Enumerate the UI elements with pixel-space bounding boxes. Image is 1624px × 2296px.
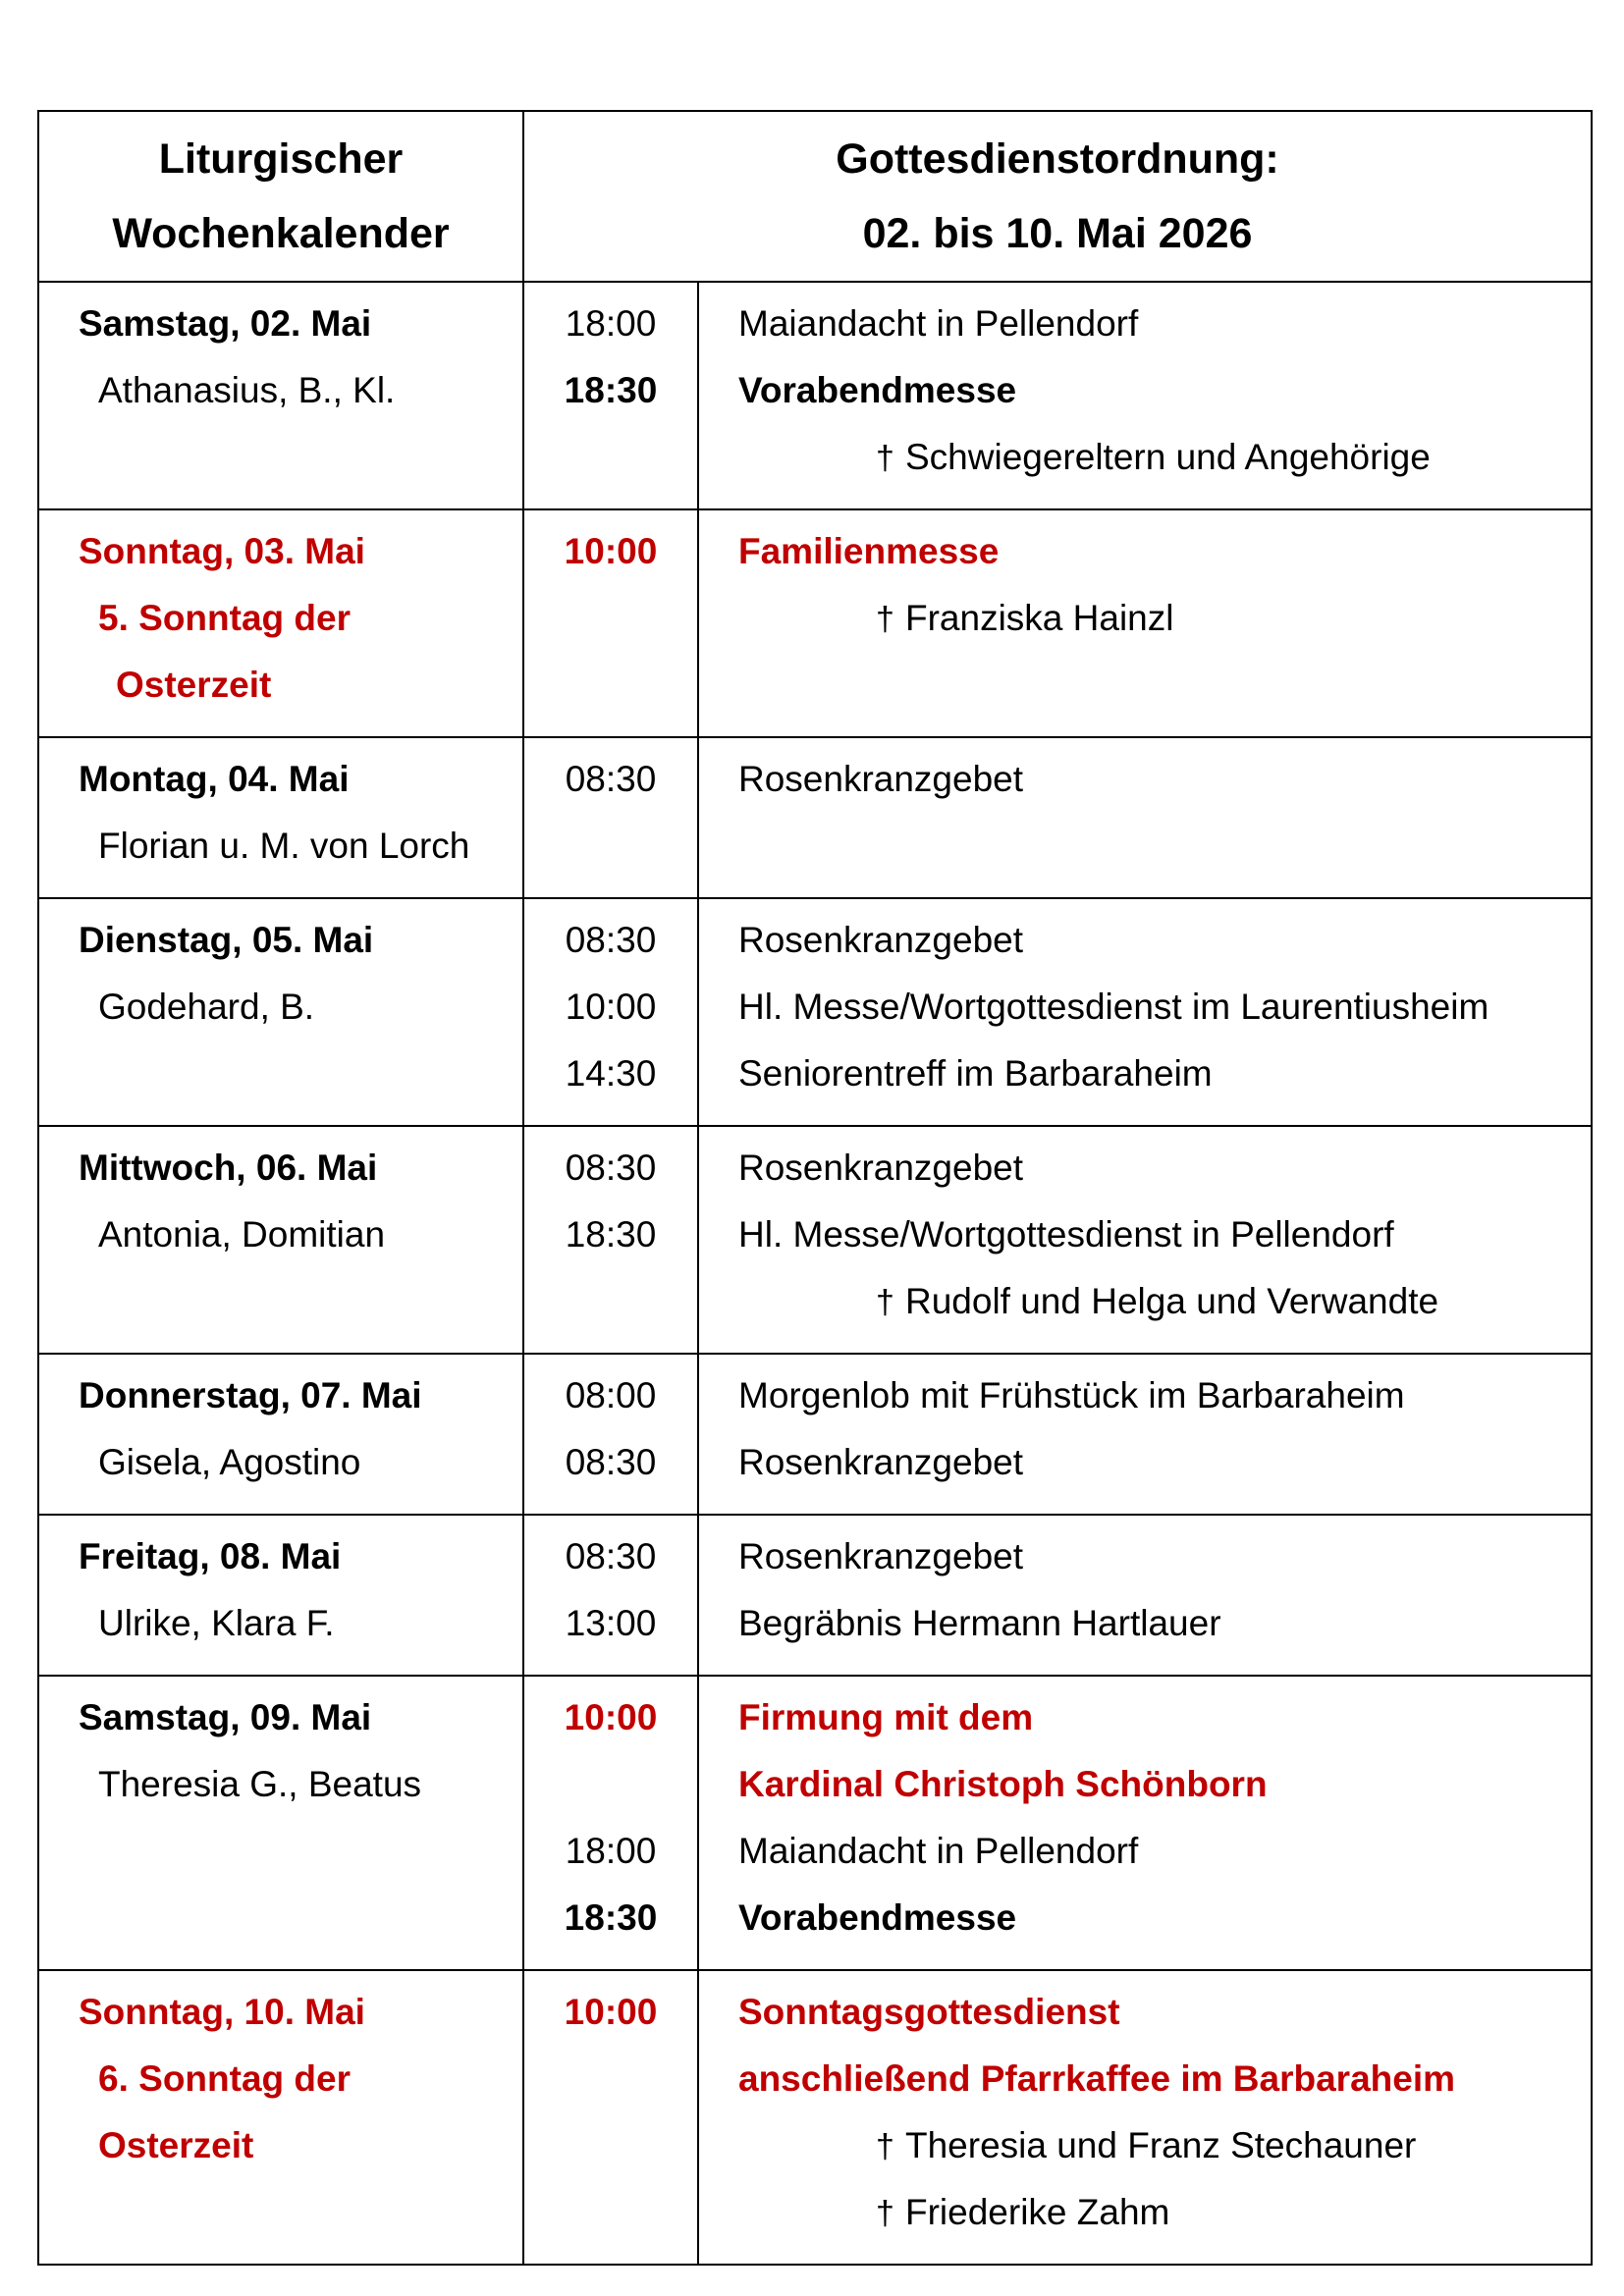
day-name: Mittwoch, 06. Mai bbox=[79, 1148, 378, 1188]
event-time: 18:00 bbox=[565, 303, 657, 344]
event-title: Vorabendmesse bbox=[738, 1897, 1017, 1938]
day-name: Samstag, 09. Mai bbox=[79, 1697, 372, 1737]
event-time: 08:30 bbox=[565, 1148, 657, 1188]
event-cell bbox=[698, 1126, 1592, 1354]
time-cell bbox=[523, 898, 698, 1126]
event-title: Rosenkranzgebet bbox=[738, 1148, 1024, 1188]
event-title: Maiandacht in Pellendorf bbox=[738, 1831, 1139, 1871]
saint-name: Theresia G., Beatus bbox=[98, 1764, 422, 1804]
mass-intention bbox=[738, 1268, 1591, 1335]
day-row bbox=[38, 1354, 1592, 1515]
time-cell bbox=[523, 509, 698, 737]
header-row bbox=[38, 111, 1592, 282]
event-time: 08:30 bbox=[565, 920, 657, 960]
day-name: Dienstag, 05. Mai bbox=[79, 920, 374, 960]
event-time bbox=[524, 1268, 697, 1335]
time-cell bbox=[523, 737, 698, 898]
event-time bbox=[524, 2046, 697, 2112]
event-time: 18:00 bbox=[565, 1831, 657, 1871]
event-time: 08:00 bbox=[565, 1375, 657, 1415]
event-title: Maiandacht in Pellendorf bbox=[738, 303, 1139, 344]
day-row bbox=[38, 1515, 1592, 1676]
event-time: 08:30 bbox=[565, 1536, 657, 1576]
cross-icon: † bbox=[876, 1284, 894, 1321]
event-title: Rosenkranzgebet bbox=[738, 920, 1024, 960]
day-row bbox=[38, 509, 1592, 737]
event-title: Rosenkranzgebet bbox=[738, 1536, 1024, 1576]
event-title: Hl. Messe/Wortgottesdienst im Laurentiusheim bbox=[738, 987, 1489, 1027]
day-name: Samstag, 02. Mai bbox=[79, 303, 372, 344]
feast-name: 5. Sonntag der bbox=[98, 598, 351, 638]
saint-name: Gisela, Agostino bbox=[98, 1442, 361, 1482]
event-time bbox=[524, 424, 697, 491]
event-time bbox=[524, 1751, 697, 1818]
day-name: Montag, 04. Mai bbox=[79, 759, 350, 799]
event-title: Sonntagsgottesdienst bbox=[738, 1992, 1120, 2032]
day-name: Sonntag, 10. Mai bbox=[79, 1992, 365, 2032]
schedule-rows bbox=[38, 282, 1592, 2265]
day-cell bbox=[38, 737, 523, 898]
event-time: 18:30 bbox=[565, 1214, 657, 1255]
event-time: 10:00 bbox=[564, 1697, 658, 1737]
header-date-range: 02. bis 10. Mai 2026 bbox=[862, 210, 1253, 257]
saint-name: Athanasius, B., Kl. bbox=[98, 370, 396, 410]
saint-name: Godehard, B. bbox=[98, 987, 315, 1027]
feast-name: 6. Sonntag der bbox=[98, 2058, 351, 2099]
feast-name: Osterzeit bbox=[116, 665, 272, 705]
cross-icon: † bbox=[876, 440, 894, 477]
intention-name: Theresia und Franz Stechauner bbox=[905, 2125, 1417, 2165]
event-title: anschließend Pfarrkaffee im Barbaraheim bbox=[738, 2058, 1456, 2099]
day-cell bbox=[38, 1970, 523, 2265]
event-time: 10:00 bbox=[564, 531, 658, 571]
event-time bbox=[524, 585, 697, 652]
event-title: Morgenlob mit Frühstück im Barbaraheim bbox=[738, 1375, 1405, 1415]
day-row bbox=[38, 1970, 1592, 2265]
event-time: 18:30 bbox=[564, 1897, 658, 1938]
event-title: Hl. Messe/Wortgottesdienst in Pellendorf bbox=[738, 1214, 1394, 1255]
day-row bbox=[38, 1676, 1592, 1970]
event-cell bbox=[698, 737, 1592, 898]
event-time: 08:30 bbox=[565, 759, 657, 799]
event-cell bbox=[698, 1970, 1592, 2265]
mass-intention bbox=[738, 2112, 1591, 2179]
cross-icon: † bbox=[876, 601, 894, 638]
feast-name: Osterzeit bbox=[98, 2125, 254, 2165]
mass-intention bbox=[738, 585, 1591, 652]
day-cell bbox=[38, 1126, 523, 1354]
event-time bbox=[524, 2112, 697, 2179]
event-time bbox=[524, 2179, 697, 2246]
event-title: Begräbnis Hermann Hartlauer bbox=[738, 1603, 1221, 1643]
intention-name: Schwiegereltern und Angehörige bbox=[905, 437, 1431, 477]
event-title: Seniorentreff im Barbaraheim bbox=[738, 1053, 1213, 1094]
time-cell bbox=[523, 1354, 698, 1515]
day-row bbox=[38, 737, 1592, 898]
event-cell bbox=[698, 282, 1592, 509]
day-cell bbox=[38, 1354, 523, 1515]
day-cell bbox=[38, 1676, 523, 1970]
event-time: 08:30 bbox=[565, 1442, 657, 1482]
saint-name: Antonia, Domitian bbox=[98, 1214, 386, 1255]
saint-name: Florian u. M. von Lorch bbox=[98, 826, 470, 866]
event-title: Firmung mit dem bbox=[738, 1697, 1034, 1737]
event-title: Kardinal Christoph Schönborn bbox=[738, 1764, 1268, 1804]
event-cell bbox=[698, 1515, 1592, 1676]
day-name: Donnerstag, 07. Mai bbox=[79, 1375, 422, 1415]
event-cell bbox=[698, 898, 1592, 1126]
time-cell bbox=[523, 1515, 698, 1676]
time-cell bbox=[523, 1676, 698, 1970]
event-time: 18:30 bbox=[564, 370, 658, 410]
schedule-table bbox=[37, 110, 1593, 2266]
time-cell bbox=[523, 1970, 698, 2265]
time-cell bbox=[523, 1126, 698, 1354]
day-name: Sonntag, 03. Mai bbox=[79, 531, 365, 571]
day-cell bbox=[38, 509, 523, 737]
mass-intention bbox=[738, 2179, 1591, 2246]
day-row bbox=[38, 898, 1592, 1126]
cross-icon: † bbox=[876, 2128, 894, 2165]
event-time: 14:30 bbox=[565, 1053, 657, 1094]
cross-icon: † bbox=[876, 2195, 894, 2232]
event-title: Rosenkranzgebet bbox=[738, 759, 1024, 799]
event-time: 10:00 bbox=[564, 1992, 658, 2032]
header-left-line2: Wochenkalender bbox=[112, 210, 450, 257]
day-cell bbox=[38, 1515, 523, 1676]
day-cell bbox=[38, 898, 523, 1126]
event-cell bbox=[698, 1354, 1592, 1515]
event-cell bbox=[698, 509, 1592, 737]
header-liturgical-calendar bbox=[38, 111, 523, 282]
day-name: Freitag, 08. Mai bbox=[79, 1536, 342, 1576]
day-cell bbox=[38, 282, 523, 509]
day-row bbox=[38, 1126, 1592, 1354]
event-cell bbox=[698, 1676, 1592, 1970]
saint-name: Ulrike, Klara F. bbox=[98, 1603, 335, 1643]
event-time: 10:00 bbox=[565, 987, 657, 1027]
intention-name: Franziska Hainzl bbox=[905, 598, 1174, 638]
day-row bbox=[38, 282, 1592, 509]
intention-name: Rudolf und Helga und Verwandte bbox=[905, 1281, 1439, 1321]
event-time: 13:00 bbox=[565, 1603, 657, 1643]
header-right-line1: Gottesdienstordnung: bbox=[836, 135, 1279, 183]
time-cell bbox=[523, 282, 698, 509]
header-left-line1: Liturgischer bbox=[158, 135, 404, 183]
header-service-order bbox=[523, 111, 1592, 282]
event-title: Vorabendmesse bbox=[738, 370, 1017, 410]
mass-intention bbox=[738, 424, 1591, 491]
intention-name: Friederike Zahm bbox=[905, 2192, 1170, 2232]
event-title: Rosenkranzgebet bbox=[738, 1442, 1024, 1482]
event-title: Familienmesse bbox=[738, 531, 1000, 571]
